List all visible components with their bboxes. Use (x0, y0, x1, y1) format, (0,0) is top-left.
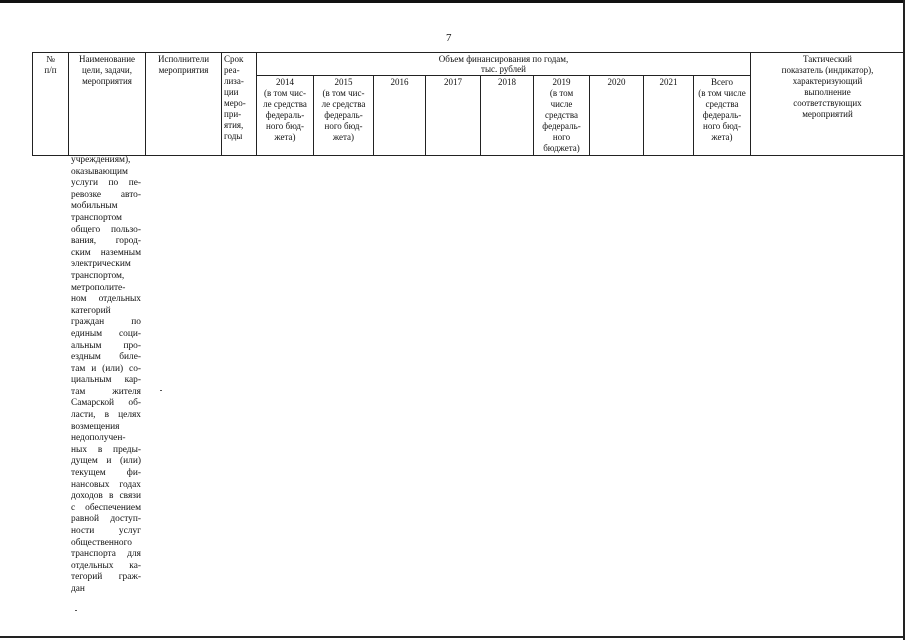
header-year-2019: 2019 (в том числе средства федераль- ного бюджета) (534, 76, 590, 156)
continuation-line: текущем фи- (71, 468, 141, 479)
header-funding-group: Объем финансирования по годам, тыс. рублей (257, 53, 751, 76)
continuation-line: нансовых годах (71, 479, 141, 490)
continuation-line: ским наземным (71, 247, 141, 258)
continuation-line: общественного (71, 537, 132, 548)
continuation-line: ных в преды- (71, 444, 141, 455)
continuation-line: равной доступ- (71, 514, 141, 525)
continuation-line: альным про- (71, 340, 141, 351)
header-name: Наименование цели, задачи, мероприятия (69, 53, 146, 156)
continuation-line: мобильным (71, 201, 118, 212)
continuation-line: транспорта для (71, 549, 141, 560)
header-term: Срок реа- лиза- ции меро- при- ятия, годы (222, 53, 257, 156)
header-year-2015: 2015 (в том чис- ле средства федераль- ного бюд- жета) (314, 76, 374, 156)
continuation-line: Самарской об- (71, 398, 141, 409)
continuation-line: возмещения (71, 421, 120, 432)
continuation-line: дущем и (или) (71, 456, 141, 467)
continuation-line: транспортом, (71, 270, 125, 281)
header-total: Всего (в том числе средства федераль- ного бюд- жета) (694, 76, 751, 156)
page-bottom-border (0, 636, 905, 638)
page-top-border (0, 0, 905, 3)
continuation-line: ности услуг (71, 526, 141, 536)
header-year-2018: 2018 (481, 76, 534, 156)
continuation-line: электрическим (71, 259, 131, 270)
continuation-line: ревозке авто- (71, 189, 141, 200)
header-year-2017: 2017 (426, 76, 481, 156)
continuation-line: единым соци- (71, 328, 141, 339)
header-year-2016: 2016 (374, 76, 426, 156)
scan-speck (160, 390, 162, 391)
page-number: 7 (446, 32, 452, 44)
continuation-line: транспортом (71, 212, 122, 223)
continuation-line: оказывающим (71, 166, 128, 177)
continuation-line: услуги по пе- (71, 178, 141, 189)
measure-name-continuation (71, 155, 141, 596)
continuation-line: категорий (71, 305, 111, 316)
continuation-line: отдельных ка- (71, 560, 141, 571)
header-num: № п/п (33, 53, 69, 156)
continuation-line: учреждениям), (71, 155, 131, 165)
continuation-line: недополучен- (71, 433, 126, 444)
header-executors: Исполнители мероприятия (146, 53, 222, 156)
continuation-line: граждан по (71, 317, 141, 328)
continuation-line: доходов в связи (71, 491, 141, 502)
continuation-line: вания, город- (71, 236, 141, 247)
scan-speck (75, 610, 77, 611)
continuation-line: с обеспечением (71, 502, 141, 513)
header-indicator: Тактический показатель (индикатор), характеризующий выполнение соответствующих мероприятий (751, 53, 905, 156)
continuation-line: там и (или) со- (71, 363, 141, 374)
continuation-line: ездным биле- (71, 352, 141, 363)
financing-table (32, 52, 905, 156)
continuation-line: общего пользо- (71, 224, 141, 235)
continuation-line: ном отдельных (71, 294, 141, 305)
continuation-line: ласти, в целях (71, 410, 141, 421)
continuation-line: циальным кар- (71, 375, 141, 386)
header-year-2014: 2014 (в том чис- ле средства федераль- ного бюд- жета) (257, 76, 314, 156)
continuation-line: там жителя (71, 386, 141, 397)
continuation-line: метрополите- (71, 282, 126, 293)
header-year-2020: 2020 (590, 76, 644, 156)
continuation-line: тегорий граж- (71, 572, 141, 583)
header-year-2021: 2021 (644, 76, 694, 156)
continuation-line: дан (71, 583, 85, 594)
